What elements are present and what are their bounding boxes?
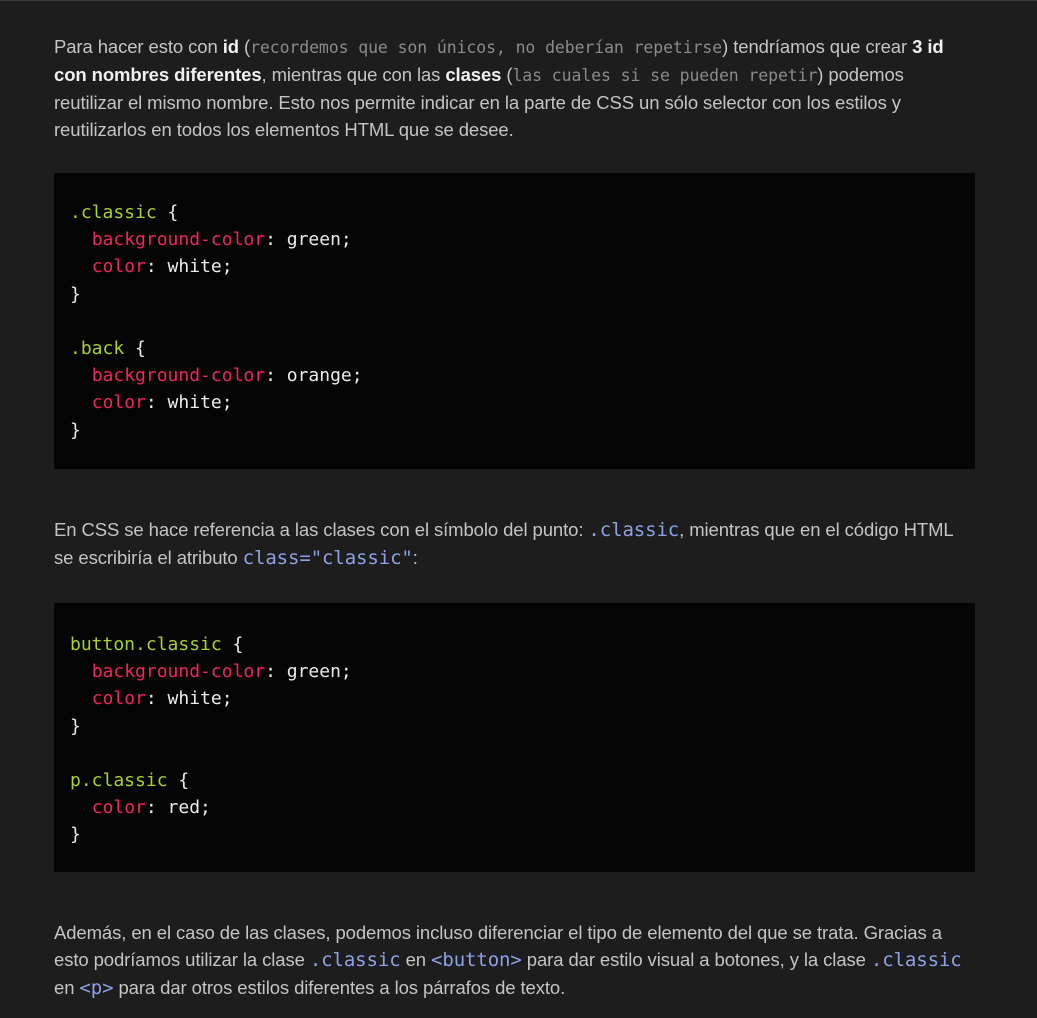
code-text: { xyxy=(156,202,179,223)
text: para dar estilo visual a botones, y la clase xyxy=(521,949,871,970)
code-line xyxy=(70,362,959,389)
inline-code: .classic xyxy=(309,949,401,971)
code-text xyxy=(70,311,81,332)
code-line xyxy=(70,767,959,794)
text: podemos reutilizar el mismo nombre. Esto nos permite indicar en la parte de CSS un sólo selector con los estilos y reutilizarlos en todos los elementos HTML que se desee. xyxy=(54,64,904,140)
text: Para hacer esto con xyxy=(54,36,223,57)
text: tendríamos que crear xyxy=(728,36,913,57)
code-line xyxy=(70,253,959,280)
code-text: : green; xyxy=(265,229,352,251)
code-text: : red; xyxy=(145,797,211,819)
code-text: } xyxy=(70,715,81,737)
code-line xyxy=(70,658,959,685)
code-line xyxy=(70,821,959,848)
code-line xyxy=(70,417,959,444)
text: , mientras que en el código HTML se escribiría el atributo xyxy=(54,519,953,568)
code-line xyxy=(70,794,959,821)
code-text: : green; xyxy=(265,661,352,683)
paragraph-intro xyxy=(54,33,975,143)
top-divider xyxy=(0,0,1037,1)
code-selector: button.classic xyxy=(70,634,222,655)
code-text: } xyxy=(70,824,81,846)
paren: ( xyxy=(244,36,251,57)
code-text: : white; xyxy=(145,392,233,414)
paren: ) xyxy=(722,36,729,57)
bold-text: id xyxy=(222,36,239,57)
code-text: { xyxy=(167,770,190,792)
paragraph-element-differentiation xyxy=(54,919,975,1002)
code-line xyxy=(70,335,959,362)
code-line xyxy=(70,389,959,416)
inline-note: las cuales si se pueden repetir xyxy=(512,66,818,85)
inline-code: .classic xyxy=(870,949,962,971)
inline-code: <p> xyxy=(79,977,114,999)
inline-code: <button> xyxy=(431,949,522,971)
code-line xyxy=(70,226,959,253)
text: En CSS se hace referencia a las clases con el símbolo del punto: xyxy=(54,519,589,540)
bold-text: 3 id con nombres diferentes xyxy=(54,36,944,85)
inline-note: recordemos que son únicos, no deberían repetirse xyxy=(250,38,723,57)
code-text: : orange; xyxy=(265,365,363,387)
code-property: background-color xyxy=(91,661,266,683)
code-line xyxy=(70,685,959,712)
code-text: { xyxy=(221,634,244,655)
code-text: } xyxy=(70,283,81,305)
inline-code: .classic xyxy=(588,519,680,541)
code-selector: p.classic xyxy=(70,770,168,792)
bold-text: clases xyxy=(445,64,502,85)
paren: ( xyxy=(506,64,513,85)
code-selector: .back xyxy=(70,338,125,360)
code-property: color xyxy=(91,392,146,414)
code-property: color xyxy=(91,797,146,819)
code-line xyxy=(70,281,959,308)
code-line xyxy=(70,713,959,740)
text: en xyxy=(400,949,432,970)
code-text: : white; xyxy=(145,256,233,278)
paren: ) xyxy=(817,64,824,85)
text: Además, en el caso de las clases, podemos incluso diferenciar el tipo de elemento del que se trata. Gracias a esto podríamos utilizar la clase xyxy=(54,922,942,970)
inline-code: class="classic" xyxy=(242,547,413,569)
code-property: color xyxy=(91,256,146,278)
code-property: background-color xyxy=(91,229,266,251)
paragraph-selector-explanation xyxy=(54,516,975,572)
code-block-element-classes[interactable] xyxy=(54,603,975,872)
code-text: { xyxy=(124,338,146,360)
code-line xyxy=(70,199,959,226)
code-line xyxy=(70,740,959,767)
code-property: color xyxy=(91,688,146,710)
code-property: background-color xyxy=(91,365,266,387)
code-text: } xyxy=(70,419,81,441)
text: para dar otros estilos diferentes a los párrafos de texto. xyxy=(113,977,566,998)
code-line xyxy=(70,308,959,335)
code-text xyxy=(70,743,81,764)
text: en xyxy=(54,977,80,998)
code-line xyxy=(70,631,959,658)
text: : xyxy=(412,547,418,568)
code-block-css-classes[interactable] xyxy=(54,173,975,469)
text: , mientras que con las xyxy=(261,64,446,85)
code-selector: .classic xyxy=(70,202,157,223)
code-text: : white; xyxy=(145,688,233,710)
